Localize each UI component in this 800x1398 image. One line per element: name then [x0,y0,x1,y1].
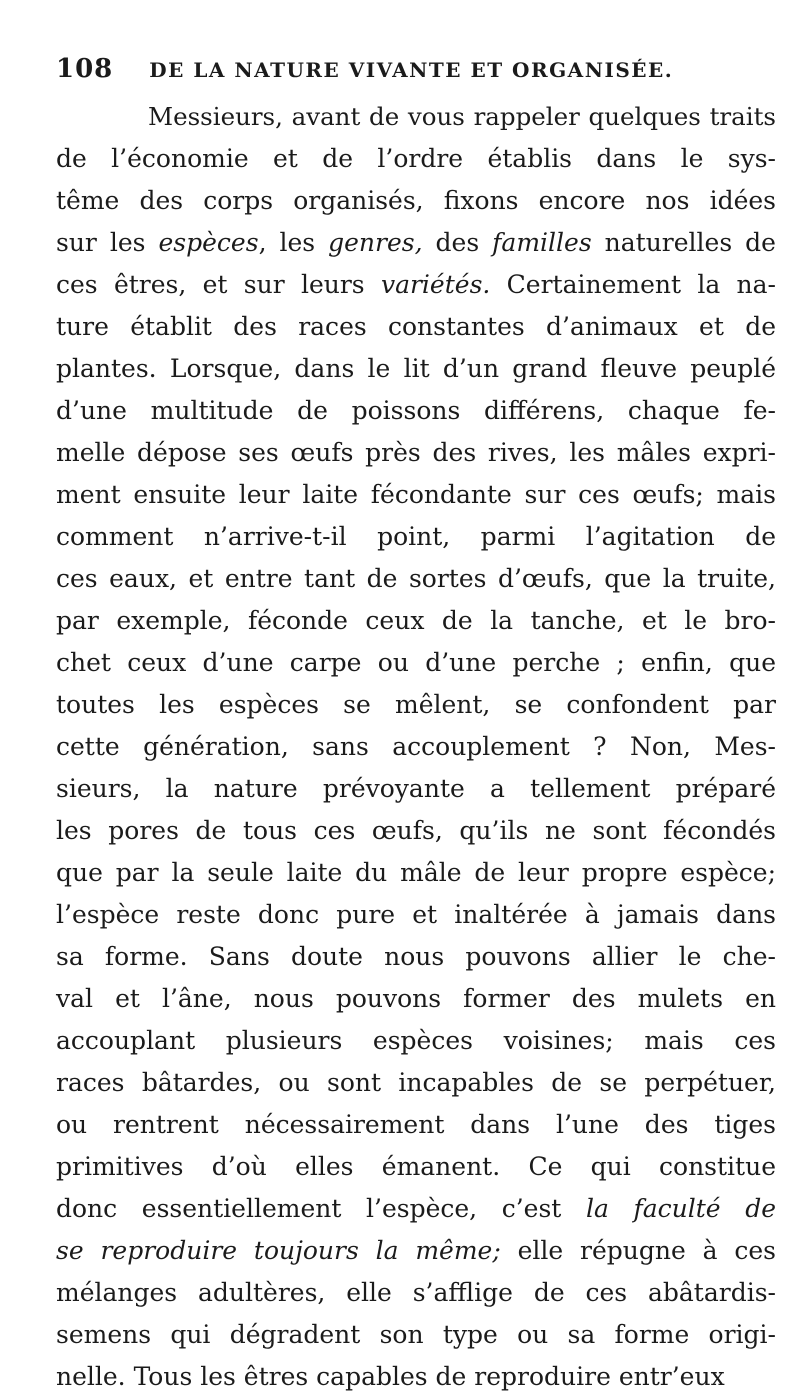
body-text [56,96,776,1398]
text-line: val et l’âne, nous pouvons former des mulets en [56,984,776,1013]
text-line: nelle. Tous les êtres capables de reproduire entr’eux [56,1362,725,1391]
text-line: Messieurs, avant de vous rappeler quelques traits [148,102,776,131]
text-line: mélanges adultères, elle s’afflige de ces abâtardis- [56,1278,776,1307]
text-line: races bâtardes, ou sont incapables de se perpétuer, [56,1068,776,1097]
page-number: 108 [56,54,114,84]
italic-phrase: se reproduire toujours la même; [56,1236,501,1265]
running-head [56,54,746,84]
italic-phrase: la faculté de [585,1194,776,1223]
text-line: ces êtres, et sur leurs variétés. Certainement la na- [56,270,776,299]
italic-term: familles [492,228,592,257]
text-line: par exemple, féconde ceux de la tanche, et le bro- [56,606,776,635]
text-line: chet ceux d’une carpe ou d’une perche ; enfin, que [56,648,776,677]
text-line: les pores de tous ces œufs, qu’ils ne sont fécondés [56,816,776,845]
italic-term: espèces [158,228,259,257]
text-line: l’espèce reste donc pure et inaltérée à jamais dans [56,900,776,929]
text-line: primitives d’où elles émanent. Ce qui constitue [56,1152,776,1181]
text-line: sa forme. Sans doute nous pouvons allier le che- [56,942,776,971]
italic-term: variétés. [380,270,491,299]
text-line: plantes. Lorsque, dans le lit d’un grand fleuve peuplé [56,354,776,383]
text-line: toutes les espèces se mêlent, se confondent par [56,690,776,719]
text-line: ture établit des races constantes d’animaux et de [56,312,776,341]
text-line: d’une multitude de poissons différens, chaque fe- [56,396,776,425]
text-line: se reproduire toujours la même; elle répugne à ces [56,1236,776,1265]
text-line: donc essentiellement l’espèce, c’est la faculté de [56,1194,776,1223]
text-line: semens qui dégradent son type ou sa forme origi- [56,1320,776,1349]
text-line: que par la seule laite du mâle de leur propre espèce; [56,858,776,887]
text-line: cette génération, sans accouplement ? Non, Mes- [56,732,776,761]
text-line: de l’économie et de l’ordre établis dans le sys- [56,144,776,173]
text-line: accouplant plusieurs espèces voisines; mais ces [56,1026,776,1055]
text-line: ou rentrent nécessairement dans l’une des tiges [56,1110,776,1139]
text-line: comment n’arrive-t-il point, parmi l’agitation de [56,522,776,551]
italic-term: genres, [328,228,423,257]
text-line: ces eaux, et entre tant de sortes d’œufs, que la truite, [56,564,776,593]
running-title: DE LA NATURE VIVANTE ET ORGANISÉE. [149,58,674,82]
text-line: ment ensuite leur laite fécondante sur ces œufs; mais [56,480,776,509]
text-line: tême des corps organisés, fixons encore nos idées [56,186,776,215]
text-line: melle dépose ses œufs près des rives, les mâles expri- [56,438,776,467]
text-line: sieurs, la nature prévoyante a tellement préparé [56,774,776,803]
text-line: sur les espèces, les genres, des familles naturelles de [56,228,776,257]
